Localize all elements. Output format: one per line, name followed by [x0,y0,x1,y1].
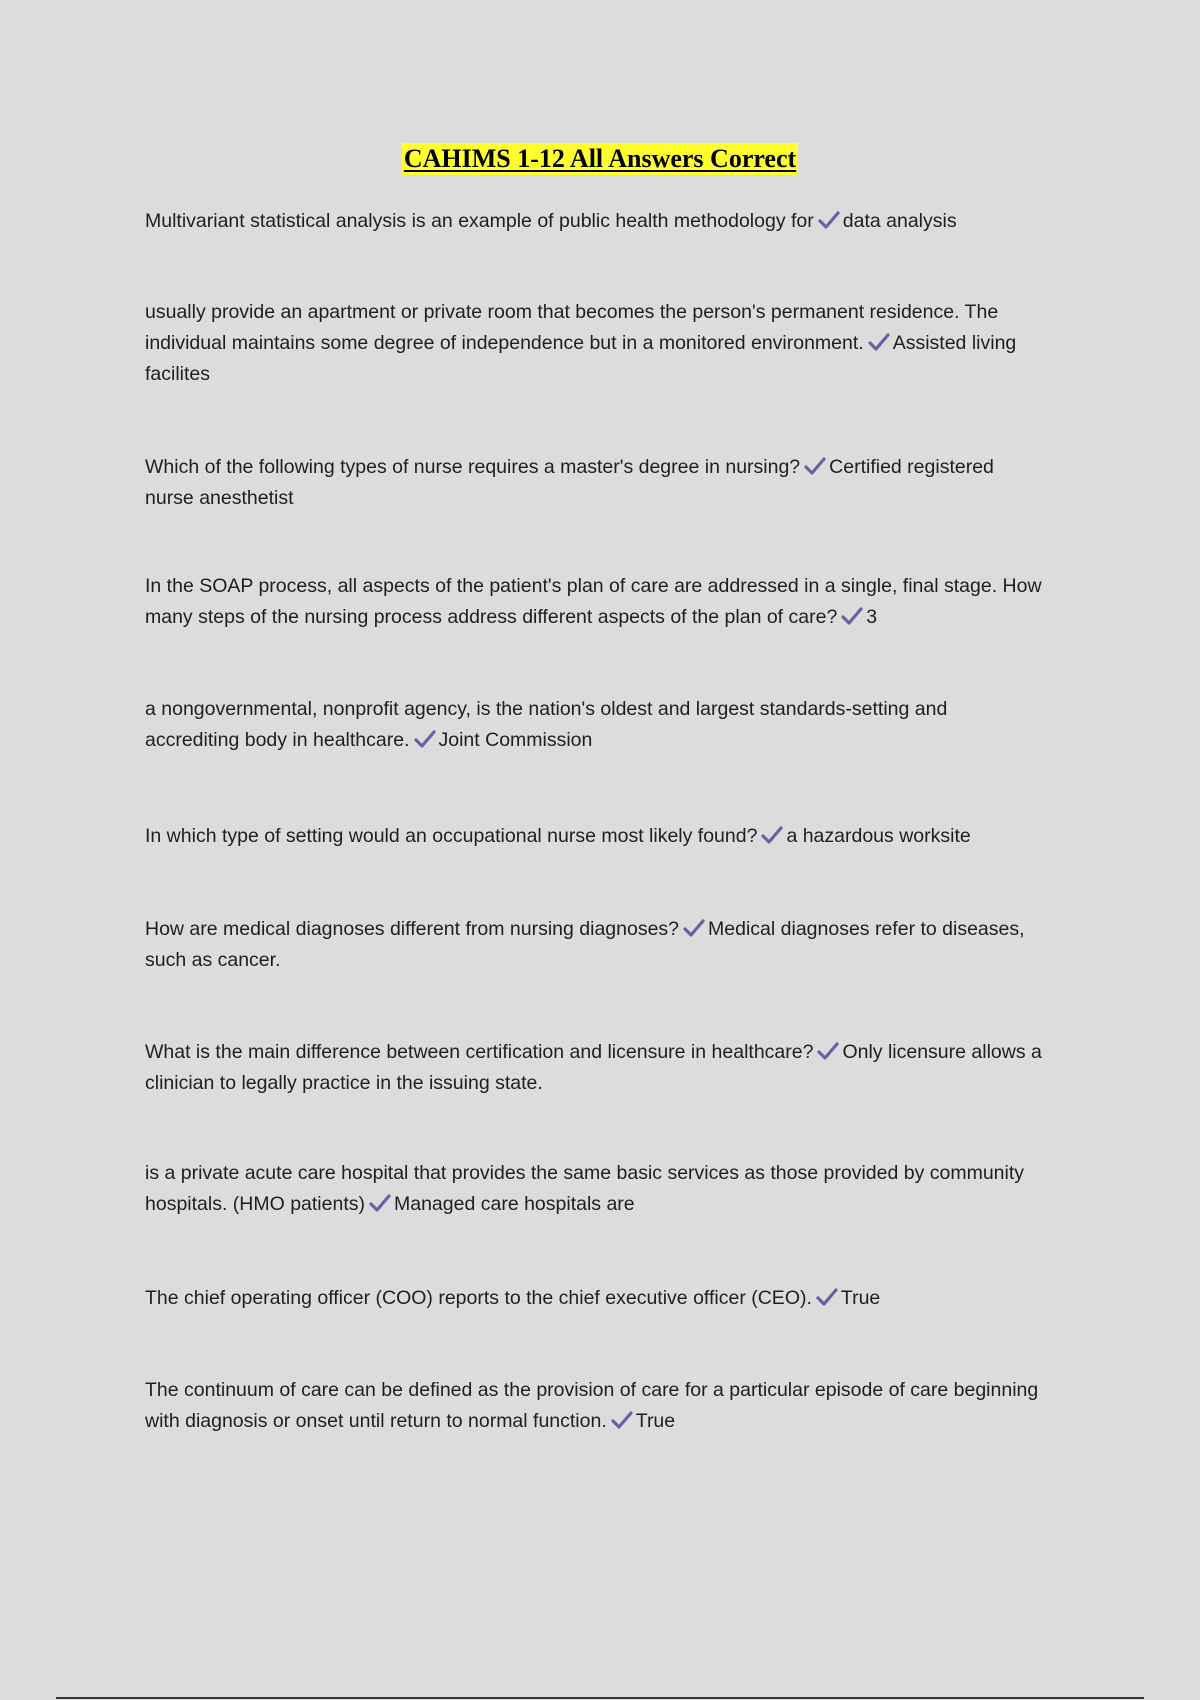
answer-text: Assisted living facilites [145,332,1017,385]
check-icon [414,729,436,749]
check-icon [868,332,890,352]
qa-item-9 [145,1158,1045,1220]
qa-item-4 [145,571,1045,633]
answer-text: Only licensure allows a clinician to legally practice in the issuing state. [145,1041,1042,1094]
answer-text: True [840,1287,881,1309]
check-icon [816,1287,838,1307]
answer-text: a hazardous worksite [786,825,971,847]
question-text: usually provide an apartment or private room that becomes the person's permanent residence. The individual maintains some degree of independence but in a monitored environment. [145,301,999,354]
question-text: In the SOAP process, all aspects of the patient's plan of care are addressed in a single, final stage. How many steps of the nursing process address different aspects of the plan of care? [145,575,1042,628]
check-icon [761,825,783,845]
check-icon [817,1041,839,1061]
check-icon [804,456,826,476]
qa-item-2 [145,297,1045,390]
question-text: Multivariant statistical analysis is an example of public health methodology for [145,210,814,232]
question-text: Which of the following types of nurse requires a master's degree in nursing? [145,456,801,478]
check-icon [818,210,840,230]
qa-item-8 [145,1037,1045,1099]
check-icon [683,918,705,938]
question-text: The continuum of care can be defined as the provision of care for a particular episode of care beginning with diagnosis or onset until return to normal function. [145,1379,1039,1432]
qa-item-3 [145,452,1045,514]
question-text: How are medical diagnoses different from nursing diagnoses? [145,918,680,940]
question-text: is a private acute care hospital that provides the same basic services as those provided by community hospitals. (HMO patients) [145,1162,1025,1215]
title-container [0,143,1200,175]
answer-text: Joint Commission [438,729,593,751]
question-text: What is the main difference between certification and licensure in healthcare? [145,1041,814,1063]
question-text: a nongovernmental, nonprofit agency, is the nation's oldest and largest standards-setting and accrediting body in healthcare. [145,698,948,751]
answer-text: data analysis [842,210,957,232]
answer-text: Certified registered nurse anesthetist [145,456,994,509]
qa-item-5 [145,694,1045,756]
qa-item-7 [145,914,1045,976]
question-text: The chief operating officer (COO) reports to the chief executive officer (CEO). [145,1287,812,1309]
qa-item-1 [145,206,1045,237]
check-icon [611,1410,633,1430]
question-text: In which type of setting would an occupational nurse most likely found? [145,825,758,847]
qa-item-10 [145,1283,1045,1314]
answer-text: Medical diagnoses refer to diseases, such as cancer. [145,918,1025,971]
document-title: CAHIMS 1-12 All Answers Correct [403,144,797,173]
check-icon [841,606,863,626]
answer-text: Managed care hospitals are [394,1193,635,1215]
answer-text: True [635,1410,676,1432]
footer-divider [56,1697,1144,1699]
answer-text: 3 [866,606,878,628]
qa-item-6 [145,821,1045,852]
check-icon [369,1193,391,1213]
qa-item-11 [145,1375,1045,1437]
